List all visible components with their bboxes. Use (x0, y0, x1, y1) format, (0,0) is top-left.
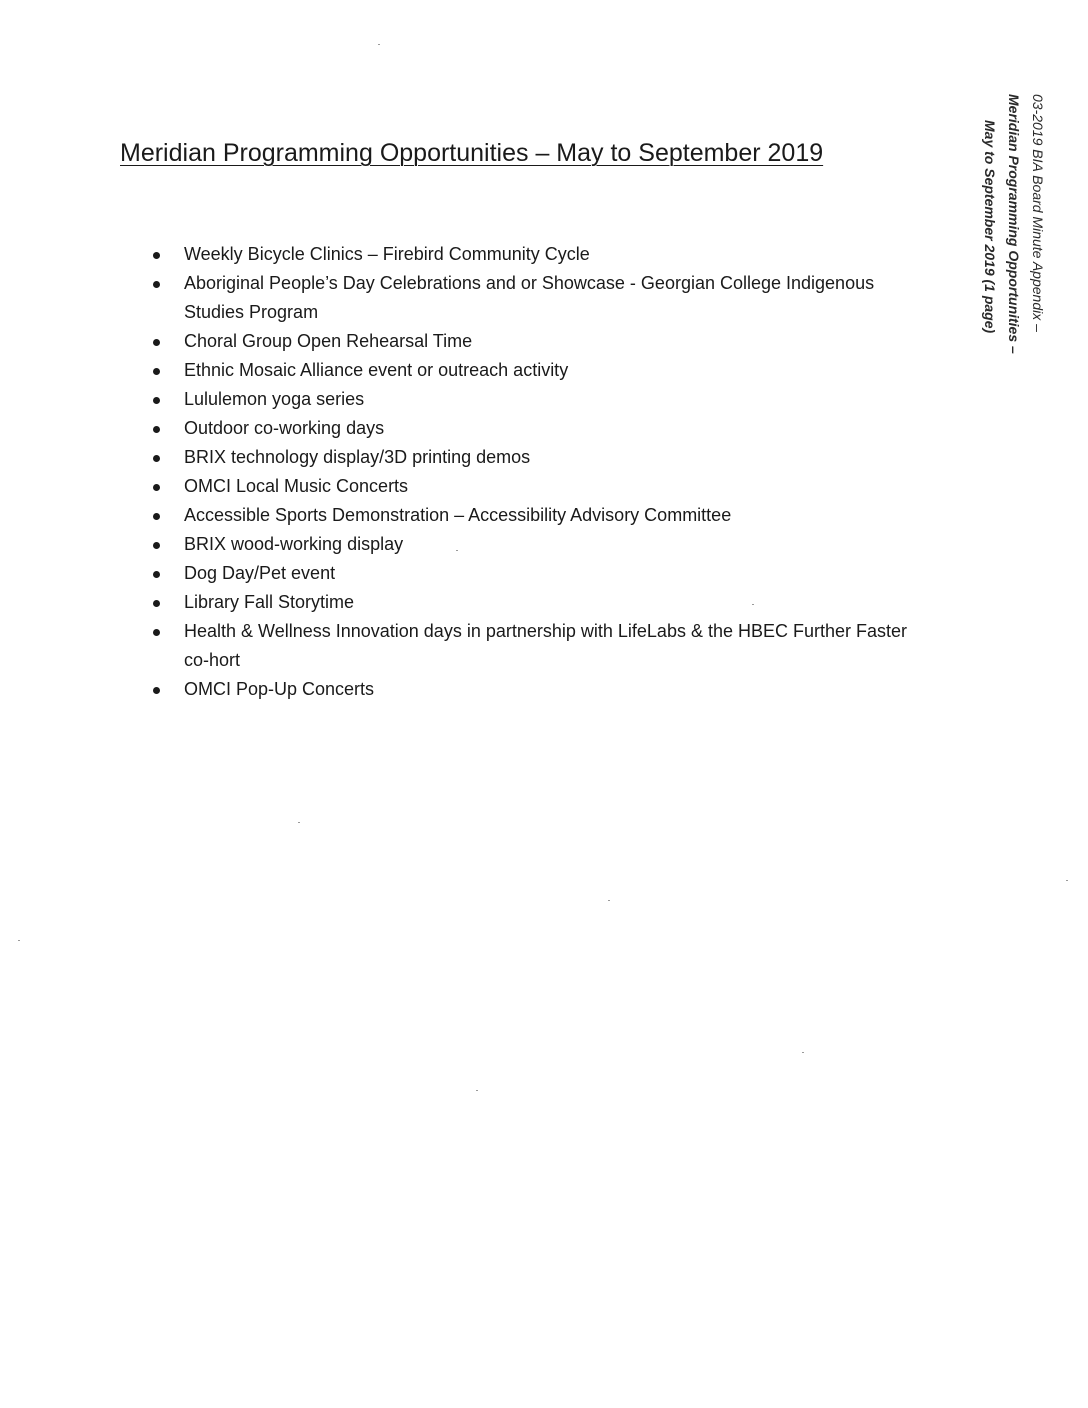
list-item-text: Aboriginal People’s Day Celebrations and or Showcase - Georgian College Indigenous Studies Program (184, 273, 875, 322)
side-annotation-line: May to September 2019 (1 page) (982, 120, 998, 334)
scan-speck (802, 1052, 804, 1053)
opportunities-list (150, 240, 930, 704)
list-item (150, 385, 930, 414)
list-item-text: Dog Day/Pet event (184, 563, 336, 583)
bullet-icon (153, 426, 160, 433)
list-item (150, 443, 930, 472)
document-title: Meridian Programming Opportunities – May to September 2019 (120, 139, 824, 167)
bullet-icon (153, 484, 160, 491)
list-item-text: Library Fall Storytime (184, 592, 355, 612)
list-item-text: Health & Wellness Innovation days in partnership with LifeLabs & the HBEC Further Faster co-hort (184, 621, 908, 670)
scan-speck (752, 604, 754, 605)
list-item-text: Ethnic Mosaic Alliance event or outreach activity (184, 360, 569, 380)
list-item-text: Lululemon yoga series (184, 389, 365, 409)
bullet-icon (153, 252, 160, 259)
list-item (150, 327, 930, 356)
list-item (150, 588, 930, 617)
side-annotation-line: 03-2019 BIA Board Minute Appendix – (1030, 94, 1046, 332)
list-item-text: BRIX technology display/3D printing demos (184, 447, 531, 467)
list-item (150, 356, 930, 385)
list-item (150, 240, 930, 269)
bullet-icon (153, 687, 160, 694)
list-item-text: Choral Group Open Rehearsal Time (184, 331, 473, 351)
list-item (150, 472, 930, 501)
bullet-icon (153, 513, 160, 520)
list-item (150, 269, 930, 327)
bullet-icon (153, 339, 160, 346)
side-annotation-line: Meridian Programming Opportunities – (1006, 94, 1022, 354)
list-item-text: Weekly Bicycle Clinics – Firebird Community Cycle (184, 244, 590, 264)
list-item (150, 559, 930, 588)
list-item-text: OMCI Pop-Up Concerts (184, 679, 375, 699)
scan-speck (18, 940, 20, 941)
scan-speck (476, 1090, 478, 1091)
bullet-icon (153, 397, 160, 404)
list-item-text: Outdoor co-working days (184, 418, 385, 438)
scan-speck (608, 900, 610, 901)
list-item (150, 675, 930, 704)
scan-speck (378, 44, 380, 45)
list-item-text: OMCI Local Music Concerts (184, 476, 409, 496)
list-item (150, 501, 930, 530)
scan-speck (1066, 880, 1068, 881)
bullet-icon (153, 281, 160, 288)
list-item (150, 530, 930, 559)
bullet-icon (153, 455, 160, 462)
bullet-icon (153, 542, 160, 549)
list-item (150, 414, 930, 443)
list-item (150, 617, 930, 675)
bullet-icon (153, 571, 160, 578)
list-item-text: BRIX wood-working display (184, 534, 404, 554)
list-item-text: Accessible Sports Demonstration – Accessibility Advisory Committee (184, 505, 732, 525)
scan-speck (298, 822, 300, 823)
bullet-icon (153, 629, 160, 636)
bullet-icon (153, 600, 160, 607)
scan-speck (456, 550, 458, 551)
side-annotation (978, 94, 1050, 354)
bullet-icon (153, 368, 160, 375)
